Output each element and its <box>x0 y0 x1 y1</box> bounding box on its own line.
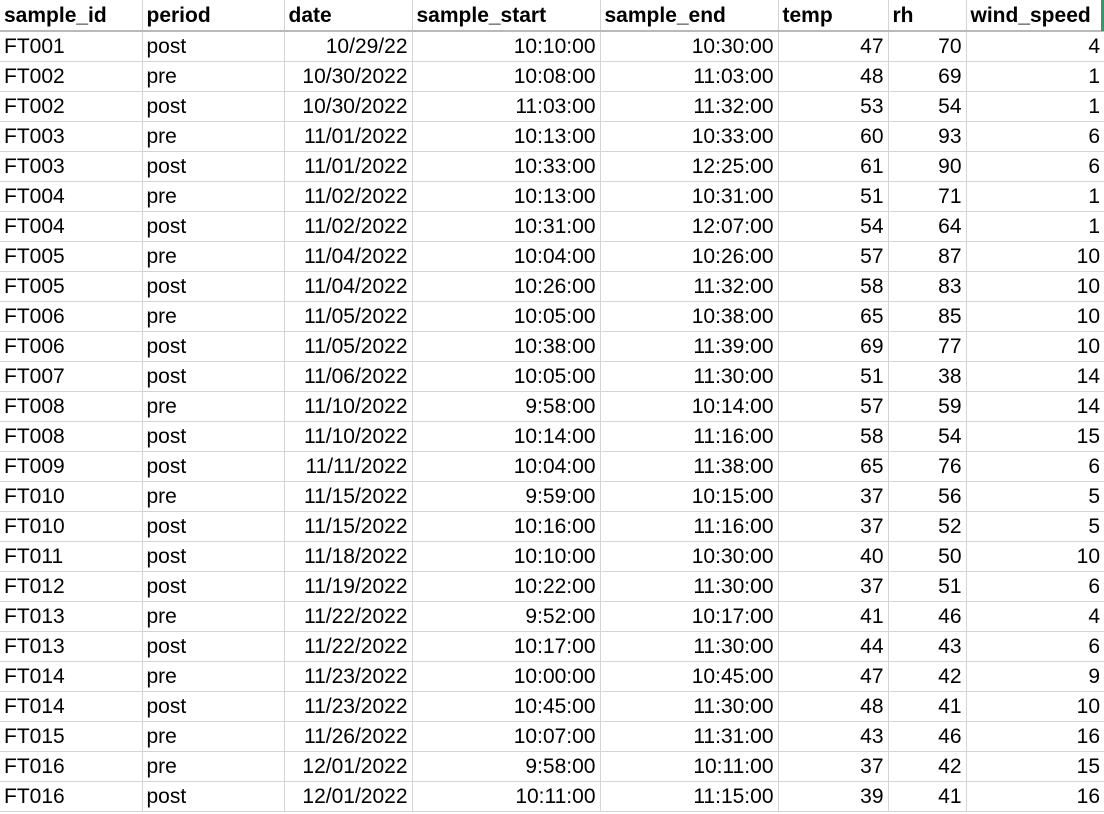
cell-sample-start[interactable]: 10:05:00 <box>412 302 600 332</box>
cell-rh[interactable]: 46 <box>888 602 966 632</box>
cell-date[interactable]: 11/01/2022 <box>284 152 412 182</box>
header-row <box>0 0 1104 31</box>
cell-sample-start[interactable]: 9:59:00 <box>412 482 600 512</box>
cell-sample-end[interactable]: 11:03:00 <box>600 62 778 92</box>
cell-sample-start[interactable]: 10:17:00 <box>412 632 600 662</box>
cell-rh[interactable]: 41 <box>888 692 966 722</box>
cell-sample-end[interactable]: 12:25:00 <box>600 152 778 182</box>
cell-sample-start[interactable]: 10:33:00 <box>412 152 600 182</box>
cell-period[interactable]: pre <box>142 662 284 692</box>
cell-sample-start[interactable]: 10:22:00 <box>412 572 600 602</box>
cell-date[interactable]: 11/19/2022 <box>284 572 412 602</box>
cell-sample-id[interactable]: FT014 <box>0 692 142 722</box>
cell-temp[interactable]: 60 <box>778 122 888 152</box>
cell-temp[interactable]: 58 <box>778 272 888 302</box>
cell-sample-end[interactable]: 10:26:00 <box>600 242 778 272</box>
cell-period[interactable]: post <box>142 212 284 242</box>
cell-sample-start[interactable]: 9:58:00 <box>412 752 600 782</box>
cell-wind-speed[interactable]: 16 <box>966 722 1104 752</box>
cell-wind-speed[interactable]: 5 <box>966 512 1104 542</box>
cell-date[interactable]: 11/04/2022 <box>284 242 412 272</box>
cell-period[interactable]: pre <box>142 752 284 782</box>
cell-sample-start[interactable]: 10:04:00 <box>412 452 600 482</box>
cell-sample-end[interactable]: 11:16:00 <box>600 422 778 452</box>
column-header-sample-end[interactable]: sample_end <box>600 0 778 31</box>
cell-date[interactable]: 11/10/2022 <box>284 422 412 452</box>
table-row <box>0 602 1104 632</box>
table-row <box>0 422 1104 452</box>
cell-sample-end[interactable]: 11:30:00 <box>600 572 778 602</box>
cell-rh[interactable]: 38 <box>888 362 966 392</box>
cell-sample-end[interactable]: 10:31:00 <box>600 182 778 212</box>
cell-sample-id[interactable]: FT010 <box>0 482 142 512</box>
cell-rh[interactable]: 46 <box>888 722 966 752</box>
table-row <box>0 752 1104 782</box>
cell-wind-speed[interactable]: 6 <box>966 122 1104 152</box>
cell-temp[interactable]: 39 <box>778 782 888 812</box>
column-header-rh[interactable]: rh <box>888 0 966 31</box>
cell-wind-speed[interactable]: 14 <box>966 362 1104 392</box>
table-row <box>0 122 1104 152</box>
cell-date[interactable]: 11/18/2022 <box>284 542 412 572</box>
column-header-sample-start[interactable]: sample_start <box>412 0 600 31</box>
cell-temp[interactable]: 40 <box>778 542 888 572</box>
cell-date[interactable]: 11/10/2022 <box>284 392 412 422</box>
cell-temp[interactable]: 61 <box>778 152 888 182</box>
column-header-temp[interactable]: temp <box>778 0 888 31</box>
cell-period[interactable]: post <box>142 92 284 122</box>
cell-wind-speed[interactable]: 5 <box>966 482 1104 512</box>
cell-wind-speed[interactable]: 10 <box>966 692 1104 722</box>
column-header-wind-speed[interactable]: wind_speed <box>966 0 1104 31</box>
cell-sample-id[interactable]: FT010 <box>0 512 142 542</box>
table-row <box>0 722 1104 752</box>
cell-sample-start[interactable]: 9:52:00 <box>412 602 600 632</box>
cell-sample-start[interactable]: 10:05:00 <box>412 362 600 392</box>
cell-sample-end[interactable]: 11:30:00 <box>600 362 778 392</box>
cell-sample-id[interactable]: FT002 <box>0 92 142 122</box>
cell-period[interactable]: pre <box>142 182 284 212</box>
cell-date[interactable]: 11/02/2022 <box>284 182 412 212</box>
cell-date[interactable]: 11/15/2022 <box>284 482 412 512</box>
cell-sample-start[interactable]: 10:38:00 <box>412 332 600 362</box>
cell-rh[interactable]: 50 <box>888 542 966 572</box>
cell-period[interactable]: pre <box>142 392 284 422</box>
cell-period[interactable]: pre <box>142 722 284 752</box>
cell-date[interactable]: 12/01/2022 <box>284 752 412 782</box>
cell-sample-start[interactable]: 10:14:00 <box>412 422 600 452</box>
table-row <box>0 632 1104 662</box>
cell-period[interactable]: post <box>142 31 284 62</box>
cell-sample-end[interactable]: 11:15:00 <box>600 782 778 812</box>
table-row <box>0 212 1104 242</box>
cell-period[interactable]: post <box>142 452 284 482</box>
cell-temp[interactable]: 57 <box>778 242 888 272</box>
cell-temp[interactable]: 44 <box>778 632 888 662</box>
cell-wind-speed[interactable]: 1 <box>966 212 1104 242</box>
cell-sample-id[interactable]: FT008 <box>0 392 142 422</box>
cell-sample-start[interactable]: 10:07:00 <box>412 722 600 752</box>
cell-rh[interactable]: 52 <box>888 512 966 542</box>
cell-sample-id[interactable]: FT002 <box>0 62 142 92</box>
cell-wind-speed[interactable]: 10 <box>966 332 1104 362</box>
cell-wind-speed[interactable]: 4 <box>966 602 1104 632</box>
cell-date[interactable]: 11/05/2022 <box>284 302 412 332</box>
cell-rh[interactable]: 93 <box>888 122 966 152</box>
cell-sample-id[interactable]: FT006 <box>0 332 142 362</box>
cell-rh[interactable]: 69 <box>888 62 966 92</box>
cell-sample-start[interactable]: 10:13:00 <box>412 122 600 152</box>
cell-sample-start[interactable]: 10:11:00 <box>412 782 600 812</box>
table-row <box>0 512 1104 542</box>
cell-sample-end[interactable]: 10:15:00 <box>600 482 778 512</box>
cell-wind-speed[interactable]: 6 <box>966 572 1104 602</box>
cell-sample-id[interactable]: FT003 <box>0 152 142 182</box>
cell-temp[interactable]: 47 <box>778 662 888 692</box>
cell-temp[interactable]: 41 <box>778 602 888 632</box>
cell-sample-id[interactable]: FT011 <box>0 542 142 572</box>
cell-sample-id[interactable]: FT016 <box>0 752 142 782</box>
cell-wind-speed[interactable]: 14 <box>966 392 1104 422</box>
cell-wind-speed[interactable]: 15 <box>966 422 1104 452</box>
cell-wind-speed[interactable]: 10 <box>966 242 1104 272</box>
cell-date[interactable]: 11/15/2022 <box>284 512 412 542</box>
column-header-date[interactable]: date <box>284 0 412 31</box>
cell-sample-id[interactable]: FT016 <box>0 782 142 812</box>
cell-date[interactable]: 10/29/22 <box>284 31 412 62</box>
table-row <box>0 92 1104 122</box>
cell-sample-end[interactable]: 11:32:00 <box>600 92 778 122</box>
cell-temp[interactable]: 53 <box>778 92 888 122</box>
cell-wind-speed[interactable]: 6 <box>966 632 1104 662</box>
cell-sample-end[interactable]: 10:17:00 <box>600 602 778 632</box>
cell-period[interactable]: post <box>142 272 284 302</box>
cell-temp[interactable]: 51 <box>778 362 888 392</box>
column-header-sample-id[interactable]: sample_id <box>0 0 142 31</box>
cell-wind-speed[interactable]: 6 <box>966 152 1104 182</box>
cell-sample-end[interactable]: 10:45:00 <box>600 662 778 692</box>
cell-rh[interactable]: 51 <box>888 572 966 602</box>
table-row <box>0 662 1104 692</box>
cell-period[interactable]: post <box>142 362 284 392</box>
cell-date[interactable]: 10/30/2022 <box>284 92 412 122</box>
cell-date[interactable]: 11/22/2022 <box>284 632 412 662</box>
cell-rh[interactable]: 41 <box>888 782 966 812</box>
cell-temp[interactable]: 48 <box>778 692 888 722</box>
cell-rh[interactable]: 87 <box>888 242 966 272</box>
cell-rh[interactable]: 85 <box>888 302 966 332</box>
cell-temp[interactable]: 47 <box>778 31 888 62</box>
cell-sample-end[interactable]: 11:38:00 <box>600 452 778 482</box>
cell-temp[interactable]: 51 <box>778 182 888 212</box>
cell-sample-start[interactable]: 10:10:00 <box>412 31 600 62</box>
cell-sample-id[interactable]: FT003 <box>0 122 142 152</box>
cell-temp[interactable]: 54 <box>778 212 888 242</box>
cell-period[interactable]: post <box>142 152 284 182</box>
cell-temp[interactable]: 48 <box>778 62 888 92</box>
cell-sample-end[interactable]: 11:30:00 <box>600 692 778 722</box>
cell-date[interactable]: 11/01/2022 <box>284 122 412 152</box>
cell-sample-id[interactable]: FT001 <box>0 31 142 62</box>
cell-wind-speed[interactable]: 10 <box>966 542 1104 572</box>
cell-date[interactable]: 12/01/2022 <box>284 782 412 812</box>
cell-date[interactable]: 11/06/2022 <box>284 362 412 392</box>
cell-sample-start[interactable]: 10:26:00 <box>412 272 600 302</box>
cell-date[interactable]: 11/11/2022 <box>284 452 412 482</box>
cell-sample-start[interactable]: 10:08:00 <box>412 62 600 92</box>
cell-sample-end[interactable]: 11:16:00 <box>600 512 778 542</box>
cell-sample-id[interactable]: FT004 <box>0 212 142 242</box>
cell-period[interactable]: pre <box>142 602 284 632</box>
cell-period[interactable]: pre <box>142 62 284 92</box>
cell-date[interactable]: 11/23/2022 <box>284 692 412 722</box>
cell-sample-start[interactable]: 10:16:00 <box>412 512 600 542</box>
cell-rh[interactable]: 42 <box>888 752 966 782</box>
cell-period[interactable]: pre <box>142 302 284 332</box>
cell-rh[interactable]: 59 <box>888 392 966 422</box>
cell-temp[interactable]: 37 <box>778 572 888 602</box>
cell-temp[interactable]: 43 <box>778 722 888 752</box>
cell-rh[interactable]: 70 <box>888 31 966 62</box>
cell-temp[interactable]: 37 <box>778 512 888 542</box>
cell-sample-end[interactable]: 11:31:00 <box>600 722 778 752</box>
cell-rh[interactable]: 77 <box>888 332 966 362</box>
cell-rh[interactable]: 42 <box>888 662 966 692</box>
column-header-period[interactable]: period <box>142 0 284 31</box>
table-row <box>0 272 1104 302</box>
cell-sample-id[interactable]: FT007 <box>0 362 142 392</box>
cell-date[interactable]: 11/22/2022 <box>284 602 412 632</box>
cell-wind-speed[interactable]: 6 <box>966 452 1104 482</box>
cell-sample-id[interactable]: FT005 <box>0 242 142 272</box>
table-row <box>0 482 1104 512</box>
table-row <box>0 332 1104 362</box>
cell-date[interactable]: 11/23/2022 <box>284 662 412 692</box>
cell-period[interactable]: pre <box>142 482 284 512</box>
cell-period[interactable]: post <box>142 572 284 602</box>
table-row <box>0 782 1104 812</box>
cell-wind-speed[interactable]: 10 <box>966 302 1104 332</box>
cell-period[interactable]: post <box>142 512 284 542</box>
cell-rh[interactable]: 43 <box>888 632 966 662</box>
cell-rh[interactable]: 71 <box>888 182 966 212</box>
cell-wind-speed[interactable]: 15 <box>966 752 1104 782</box>
cell-sample-id[interactable]: FT013 <box>0 602 142 632</box>
cell-date[interactable]: 11/26/2022 <box>284 722 412 752</box>
table-row <box>0 392 1104 422</box>
table-row <box>0 302 1104 332</box>
cell-sample-end[interactable]: 10:30:00 <box>600 542 778 572</box>
cell-period[interactable]: post <box>142 542 284 572</box>
cell-sample-start[interactable]: 10:13:00 <box>412 182 600 212</box>
cell-wind-speed[interactable]: 10 <box>966 272 1104 302</box>
cell-sample-start[interactable]: 10:31:00 <box>412 212 600 242</box>
cell-period[interactable]: post <box>142 692 284 722</box>
cell-temp[interactable]: 65 <box>778 302 888 332</box>
cell-date[interactable]: 11/04/2022 <box>284 272 412 302</box>
cell-period[interactable]: post <box>142 422 284 452</box>
cell-rh[interactable]: 90 <box>888 152 966 182</box>
cell-sample-start[interactable]: 11:03:00 <box>412 92 600 122</box>
cell-sample-end[interactable]: 10:38:00 <box>600 302 778 332</box>
cell-sample-end[interactable]: 11:32:00 <box>600 272 778 302</box>
cell-rh[interactable]: 56 <box>888 482 966 512</box>
cell-temp[interactable]: 37 <box>778 752 888 782</box>
cell-rh[interactable]: 76 <box>888 452 966 482</box>
table-row <box>0 572 1104 602</box>
cell-wind-speed[interactable]: 1 <box>966 182 1104 212</box>
table-row <box>0 692 1104 722</box>
cell-sample-start[interactable]: 9:58:00 <box>412 392 600 422</box>
cell-rh[interactable]: 83 <box>888 272 966 302</box>
cell-wind-speed[interactable]: 9 <box>966 662 1104 692</box>
cell-temp[interactable]: 69 <box>778 332 888 362</box>
cell-period[interactable]: post <box>142 782 284 812</box>
table-row <box>0 152 1104 182</box>
cell-date[interactable]: 10/30/2022 <box>284 62 412 92</box>
cell-sample-start[interactable]: 10:45:00 <box>412 692 600 722</box>
cell-sample-id[interactable]: FT015 <box>0 722 142 752</box>
cell-period[interactable]: post <box>142 332 284 362</box>
cell-rh[interactable]: 54 <box>888 422 966 452</box>
cell-sample-end[interactable]: 10:11:00 <box>600 752 778 782</box>
cell-sample-end[interactable]: 11:39:00 <box>600 332 778 362</box>
cell-sample-id[interactable]: FT005 <box>0 272 142 302</box>
cell-wind-speed[interactable]: 16 <box>966 782 1104 812</box>
cell-temp[interactable]: 57 <box>778 392 888 422</box>
cell-sample-end[interactable]: 11:30:00 <box>600 632 778 662</box>
cell-date[interactable]: 11/02/2022 <box>284 212 412 242</box>
table-row <box>0 362 1104 392</box>
table-row <box>0 182 1104 212</box>
table-row <box>0 452 1104 482</box>
cell-period[interactable]: post <box>142 632 284 662</box>
cell-temp[interactable]: 37 <box>778 482 888 512</box>
cell-rh[interactable]: 54 <box>888 92 966 122</box>
cell-wind-speed[interactable]: 1 <box>966 62 1104 92</box>
cell-sample-id[interactable]: FT004 <box>0 182 142 212</box>
cell-period[interactable]: pre <box>142 242 284 272</box>
cell-sample-id[interactable]: FT012 <box>0 572 142 602</box>
cell-sample-end[interactable]: 10:33:00 <box>600 122 778 152</box>
cell-sample-start[interactable]: 10:00:00 <box>412 662 600 692</box>
table-row <box>0 242 1104 272</box>
cell-rh[interactable]: 64 <box>888 212 966 242</box>
cell-sample-end[interactable]: 12:07:00 <box>600 212 778 242</box>
cell-period[interactable]: pre <box>142 122 284 152</box>
cell-sample-id[interactable]: FT014 <box>0 662 142 692</box>
table-row <box>0 542 1104 572</box>
cell-temp[interactable]: 65 <box>778 452 888 482</box>
cell-wind-speed[interactable]: 1 <box>966 92 1104 122</box>
cell-sample-id[interactable]: FT013 <box>0 632 142 662</box>
cell-date[interactable]: 11/05/2022 <box>284 332 412 362</box>
table-row <box>0 62 1104 92</box>
cell-sample-start[interactable]: 10:10:00 <box>412 542 600 572</box>
cell-sample-end[interactable]: 10:30:00 <box>600 31 778 62</box>
table-row <box>0 31 1104 62</box>
cell-sample-id[interactable]: FT006 <box>0 302 142 332</box>
cell-sample-end[interactable]: 10:14:00 <box>600 392 778 422</box>
cell-wind-speed[interactable]: 4 <box>966 31 1104 62</box>
cell-temp[interactable]: 58 <box>778 422 888 452</box>
cell-sample-id[interactable]: FT009 <box>0 452 142 482</box>
cell-sample-start[interactable]: 10:04:00 <box>412 242 600 272</box>
cell-sample-id[interactable]: FT008 <box>0 422 142 452</box>
